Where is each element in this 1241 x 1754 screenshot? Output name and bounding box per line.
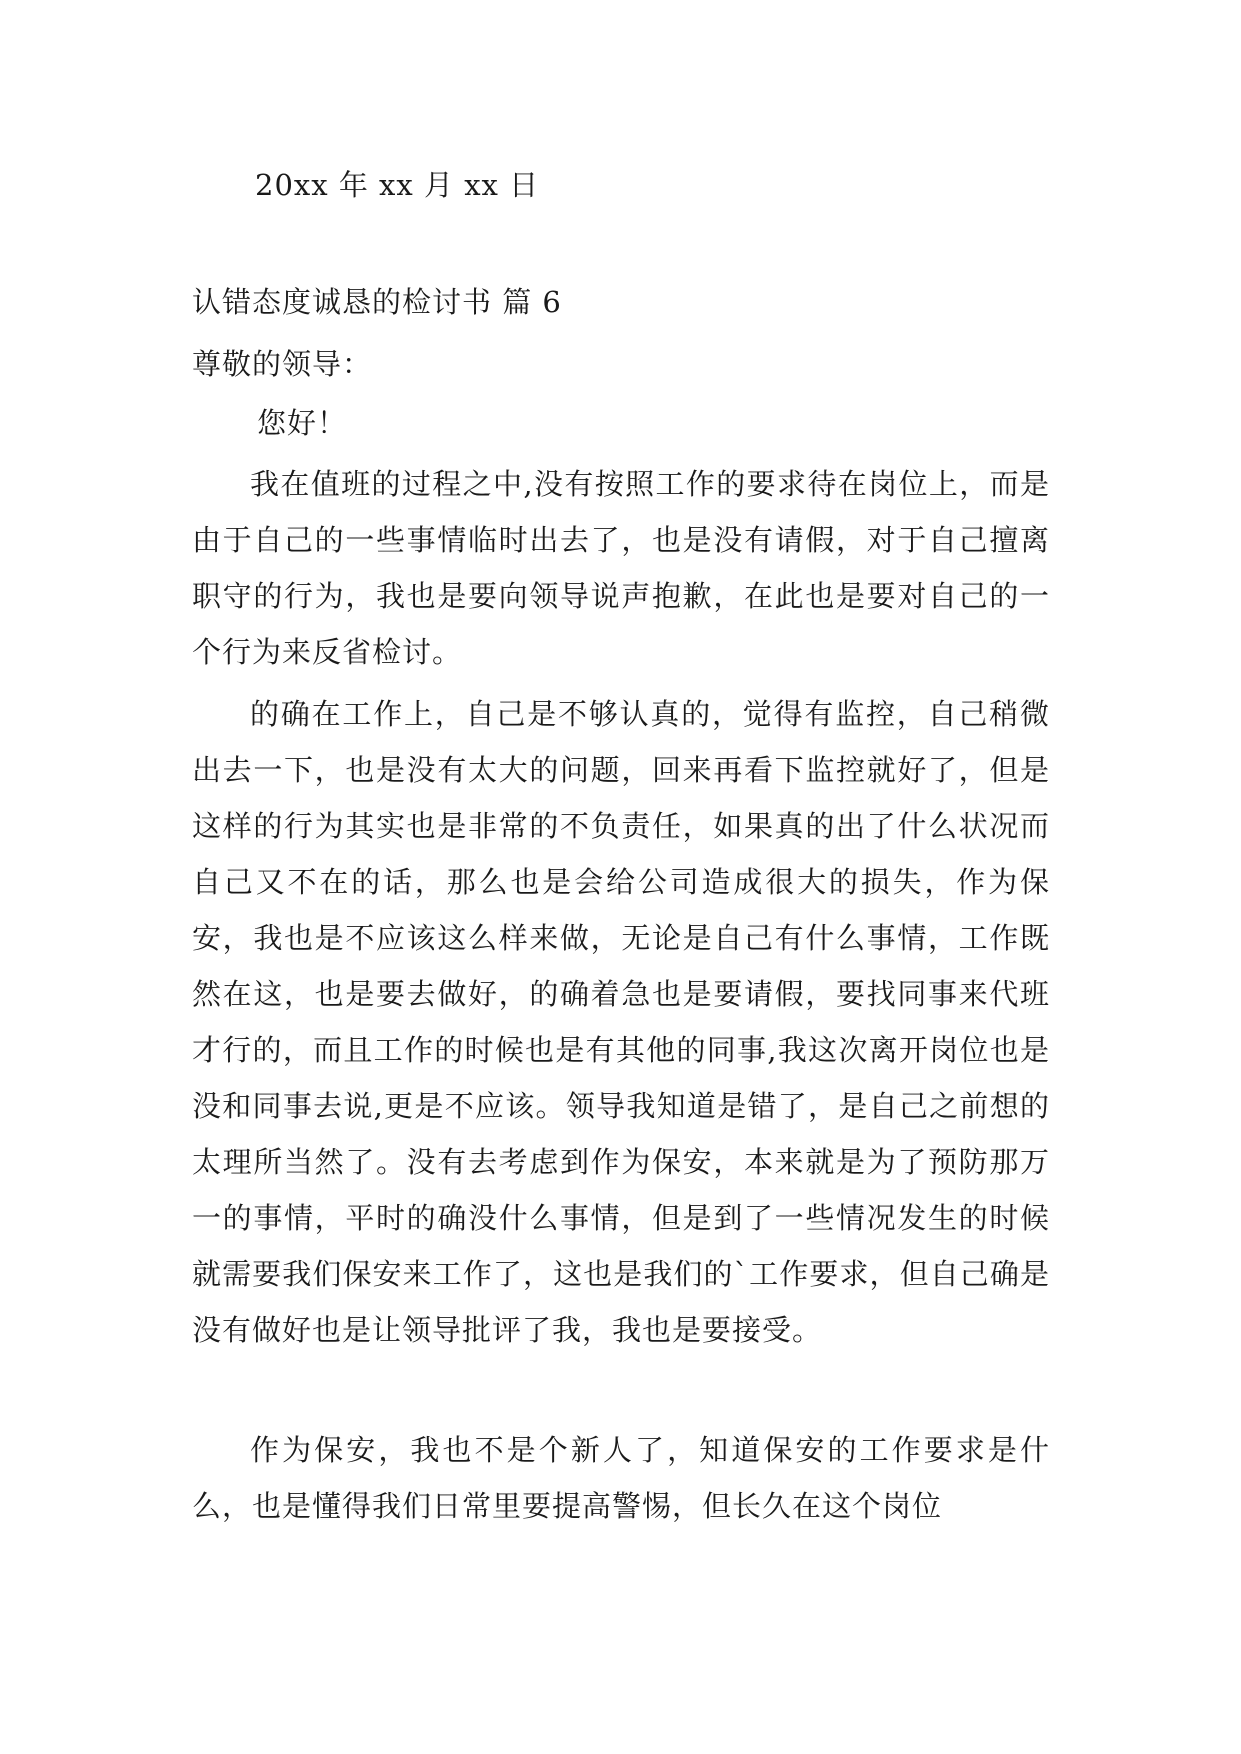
document-title: 认错态度诚恳的检讨书 篇 6	[192, 285, 562, 319]
date-line: 20xx 年 xx 月 xx 日	[255, 168, 540, 202]
body-paragraph: 的确在工作上，自己是不够认真的，觉得有监控，自己稍微出去一下，也是没有太大的问题，回来再看下监控就好了，但是这样的行为其实也是非常的不负责任，如果真的出了什么状况而自己又不在的话，那么也是会给公司造成很大的损失，作为保安，我也是不应该这么样来做，无论是自己有什么事情，工作既然在这，也是要去做好，的确着急也是要请假，要找同事来代班才行的，而且工作的时候也是有其他的同事,我这次离开岗位也是没和同事去说,更是不应该。领导我知道是错了，是自己之前想的太理所当然了。没有去考虑到作为保安，本来就是为了预防那万一的事情，平时的确没什么事情，但是到了一些情况发生的时候就需要我们保安来工作了，这也是我们的`工作要求，但自己确是没有做好也是让领导批评了我，我也是要接受。	[192, 697, 1050, 1347]
body-paragraph: 我在值班的过程之中,没有按照工作的要求待在岗位上，而是由于自己的一些事情临时出去了，也是没有请假，对于自己擅离职守的行为，我也是要向领导说声抱歉，在此也是要对自己的一个行为来反省检讨。	[192, 467, 1050, 669]
greeting: 您好！	[257, 406, 348, 440]
body-paragraph: 作为保安，我也不是个新人了，知道保安的工作要求是什么，也是懂得我们日常里要提高警惕，但长久在这个岗位	[192, 1433, 1050, 1523]
salutation: 尊敬的领导：	[192, 347, 373, 381]
